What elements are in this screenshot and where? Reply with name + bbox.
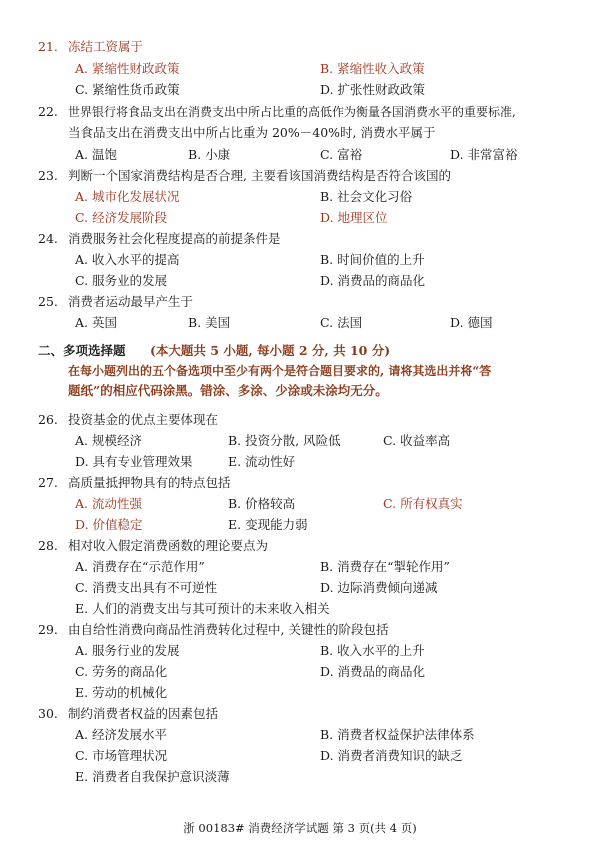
option-b: B. 小康 (188, 147, 231, 162)
question-stem: 相对收入假定消费函数的理论要点为 (68, 538, 269, 553)
question-number: 28. (38, 538, 58, 553)
option-c: C. 消费支出具有不可逆性 (75, 580, 218, 595)
question-stem: 世界银行将食品支出在消费支出中所占比重的高低作为衡量各国消费水平的重要标准, (68, 105, 516, 119)
option-c: C. 劳务的商品化 (75, 664, 168, 679)
option-a: A. 英国 (75, 315, 117, 330)
option-d: D. 消费品的商品化 (320, 664, 426, 679)
option-b: B. 美国 (188, 315, 231, 330)
question-number: 30. (38, 706, 58, 721)
question-stem: 制约消费者权益的因素包括 (68, 706, 219, 721)
option-d: D. 价值稳定 (75, 517, 143, 532)
option-a: A. 服务行业的发展 (75, 643, 180, 658)
option-d: D. 消费品的商品化 (320, 273, 426, 288)
question-number: 24. (38, 231, 58, 246)
option-c: C. 富裕 (320, 147, 363, 162)
option-e: E. 流动性好 (228, 454, 296, 469)
question-number: 23. (38, 168, 58, 183)
option-b: B. 时间价值的上升 (320, 252, 425, 267)
question-number: 25. (38, 294, 58, 309)
question-stem: 冻结工资属于 (68, 39, 144, 54)
option-a: A. 消费存在“示范作用” (75, 559, 205, 574)
option-c: C. 服务业的发展 (75, 273, 168, 288)
option-b: B. 紧缩性收入政策 (320, 61, 425, 76)
option-d: D. 地理区位 (320, 210, 388, 225)
section-instruction: 在每小题列出的五个备选项中至少有两个是符合题目要求的, 请将其选出并将“答 (68, 364, 492, 378)
question-stem: 判断一个国家消费结构是否合理, 主要看该国消费结构是否符合该国的 (68, 168, 451, 183)
question-number: 29. (38, 622, 58, 637)
option-e: E. 人们的消费支出与其可预计的未来收入相关 (75, 601, 330, 616)
option-b: B. 投资分散, 风险低 (228, 433, 341, 448)
option-b: B. 收入水平的上升 (320, 643, 425, 658)
question-stem: 消费服务社会化程度提高的前提条件是 (68, 231, 281, 246)
option-c: C. 紧缩性货币政策 (75, 82, 180, 97)
section-instruction-cont: 题纸”的相应代码涂黑。错涂、多涂、少涂或未涂均无分。 (68, 383, 388, 398)
option-c: C. 市场管理状况 (75, 748, 168, 763)
option-a: A. 紧缩性财政政策 (75, 61, 180, 76)
option-b: B. 价格较高 (228, 496, 296, 511)
option-d: D. 边际消费倾向递减 (320, 580, 438, 595)
page-footer: 浙 00183# 消费经济学试题 第 3 页(共 4 页) (183, 821, 417, 835)
option-d: D. 非常富裕 (450, 147, 518, 162)
question-stem-cont: 当食品支出在消费支出中所占比重为 20%－40%时, 消费水平属于 (68, 125, 436, 140)
option-d: D. 具有专业管理效果 (75, 454, 193, 469)
option-c: C. 经济发展阶段 (75, 210, 168, 225)
section-note: (本大题共 5 小题, 每小题 2 分, 共 10 分) (150, 343, 391, 358)
option-e: E. 劳动的机械化 (75, 685, 168, 700)
option-c: C. 收益率高 (383, 433, 451, 448)
option-b: B. 社会文化习俗 (320, 189, 413, 204)
option-e: E. 消费者自我保护意识淡薄 (75, 769, 230, 784)
option-c: C. 所有权真实 (383, 496, 463, 511)
option-b: B. 消费存在“掣轮作用” (320, 559, 450, 574)
option-c: C. 法国 (320, 315, 363, 330)
question-number: 26. (38, 412, 58, 427)
option-a: A. 城市化发展状况 (75, 189, 180, 204)
option-a: A. 流动性强 (75, 496, 142, 511)
option-d: D. 德国 (450, 315, 493, 330)
option-e: E. 变现能力弱 (228, 517, 308, 532)
question-number: 22. (38, 104, 58, 119)
option-a: A. 温饱 (75, 147, 117, 162)
question-stem: 高质量抵押物具有的特点包括 (68, 475, 231, 490)
question-stem: 由自给性消费向商品性消费转化过程中, 关键性的阶段包括 (68, 622, 389, 637)
option-b: B. 消费者权益保护法律体系 (320, 727, 475, 742)
question-number: 21. (38, 39, 58, 54)
option-d: D. 消费者消费知识的缺乏 (320, 748, 463, 763)
option-d: D. 扩张性财政政策 (320, 82, 426, 97)
option-a: A. 收入水平的提高 (75, 252, 180, 267)
question-stem: 投资基金的优点主要体现在 (68, 412, 219, 427)
option-a: A. 经济发展水平 (75, 727, 167, 742)
section-title: 二、多项选择题 (38, 343, 126, 358)
option-a: A. 规模经济 (75, 433, 142, 448)
question-number: 27. (38, 475, 58, 490)
question-stem: 消费者运动最早产生于 (68, 294, 194, 309)
